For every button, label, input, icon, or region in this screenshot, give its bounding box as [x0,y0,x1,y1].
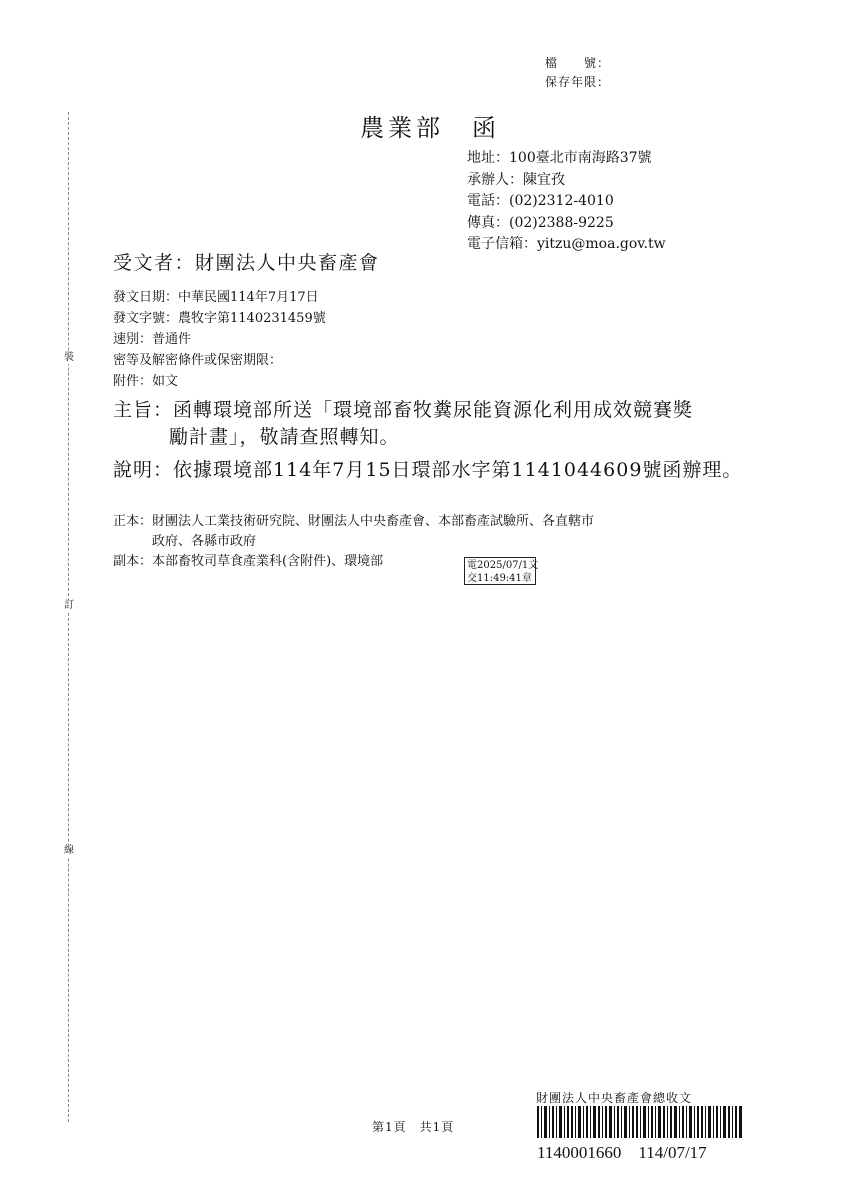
page-indicator: 第1頁 共1頁 [372,1120,455,1134]
document-title: 農業部 函 [360,114,500,142]
document-meta [113,287,326,392]
main-recipients-line-1: 正本：財團法人工業技術研究院、財團法人中央畜產會、本部畜產試驗所、各直轄市 [113,514,595,529]
address: 地址：100臺北市南海路37號 [467,150,652,166]
attachment: 附件：如文 [113,374,179,389]
stamp-line-2: 交11:49:41章 [467,573,532,584]
archive-info [545,54,610,92]
subject-line-1: 主旨：函轉環境部所送「環境部畜牧糞尿能資源化利用成效競賽獎 [113,399,694,421]
recipient: 受文者：財團法人中央畜產會 [113,252,380,274]
handler: 承辦人：陳宜孜 [467,171,565,188]
receipt-stamp-label: 財團法人中央畜產會總收文 [536,1091,693,1105]
binding-mark-zhuang: 裝 [64,352,74,363]
copy-recipients: 副本：本部畜牧司草食產業科(含附件)、環境部 [113,554,384,569]
subject-line-2: 勵計畫」，敬請查照轉知。 [169,426,400,448]
retention-period-label: 保存年限： [545,75,611,89]
contact-block [467,148,666,256]
binding-mark-ding: 訂 [64,600,74,611]
electronic-exchange-stamp [464,557,539,585]
secrecy-level: 密等及解密條件或保密期限： [113,353,283,368]
binding-mark-xian: 線 [64,845,74,856]
document-number: 發文字號：農牧字第1140231459號 [113,311,326,326]
delivery-speed: 速別：普通件 [113,332,192,347]
subject [113,397,693,451]
phone: 電話：(02)2312-4010 [467,193,614,209]
binding-dashed-line [68,112,69,1122]
stamp-line-1: 電2025/07/1文 [467,560,539,571]
fax: 傳真：(02)2388-9225 [467,214,614,231]
issue-date: 發文日期：中華民國114年7月17日 [113,290,319,305]
receipt-number: 1140001660 114/07/17 [537,1143,707,1162]
main-recipients-line-2: 政府、各縣市政府 [152,534,257,549]
barcode-icon [537,1106,742,1138]
explanation: 說明：依據環境部114年7月15日環部水字第1141044609號函辦理。 [113,459,743,481]
email: 電子信箱：yitzu@moa.gov.tw [467,236,666,252]
file-number-label: 檔 號： [545,56,611,70]
